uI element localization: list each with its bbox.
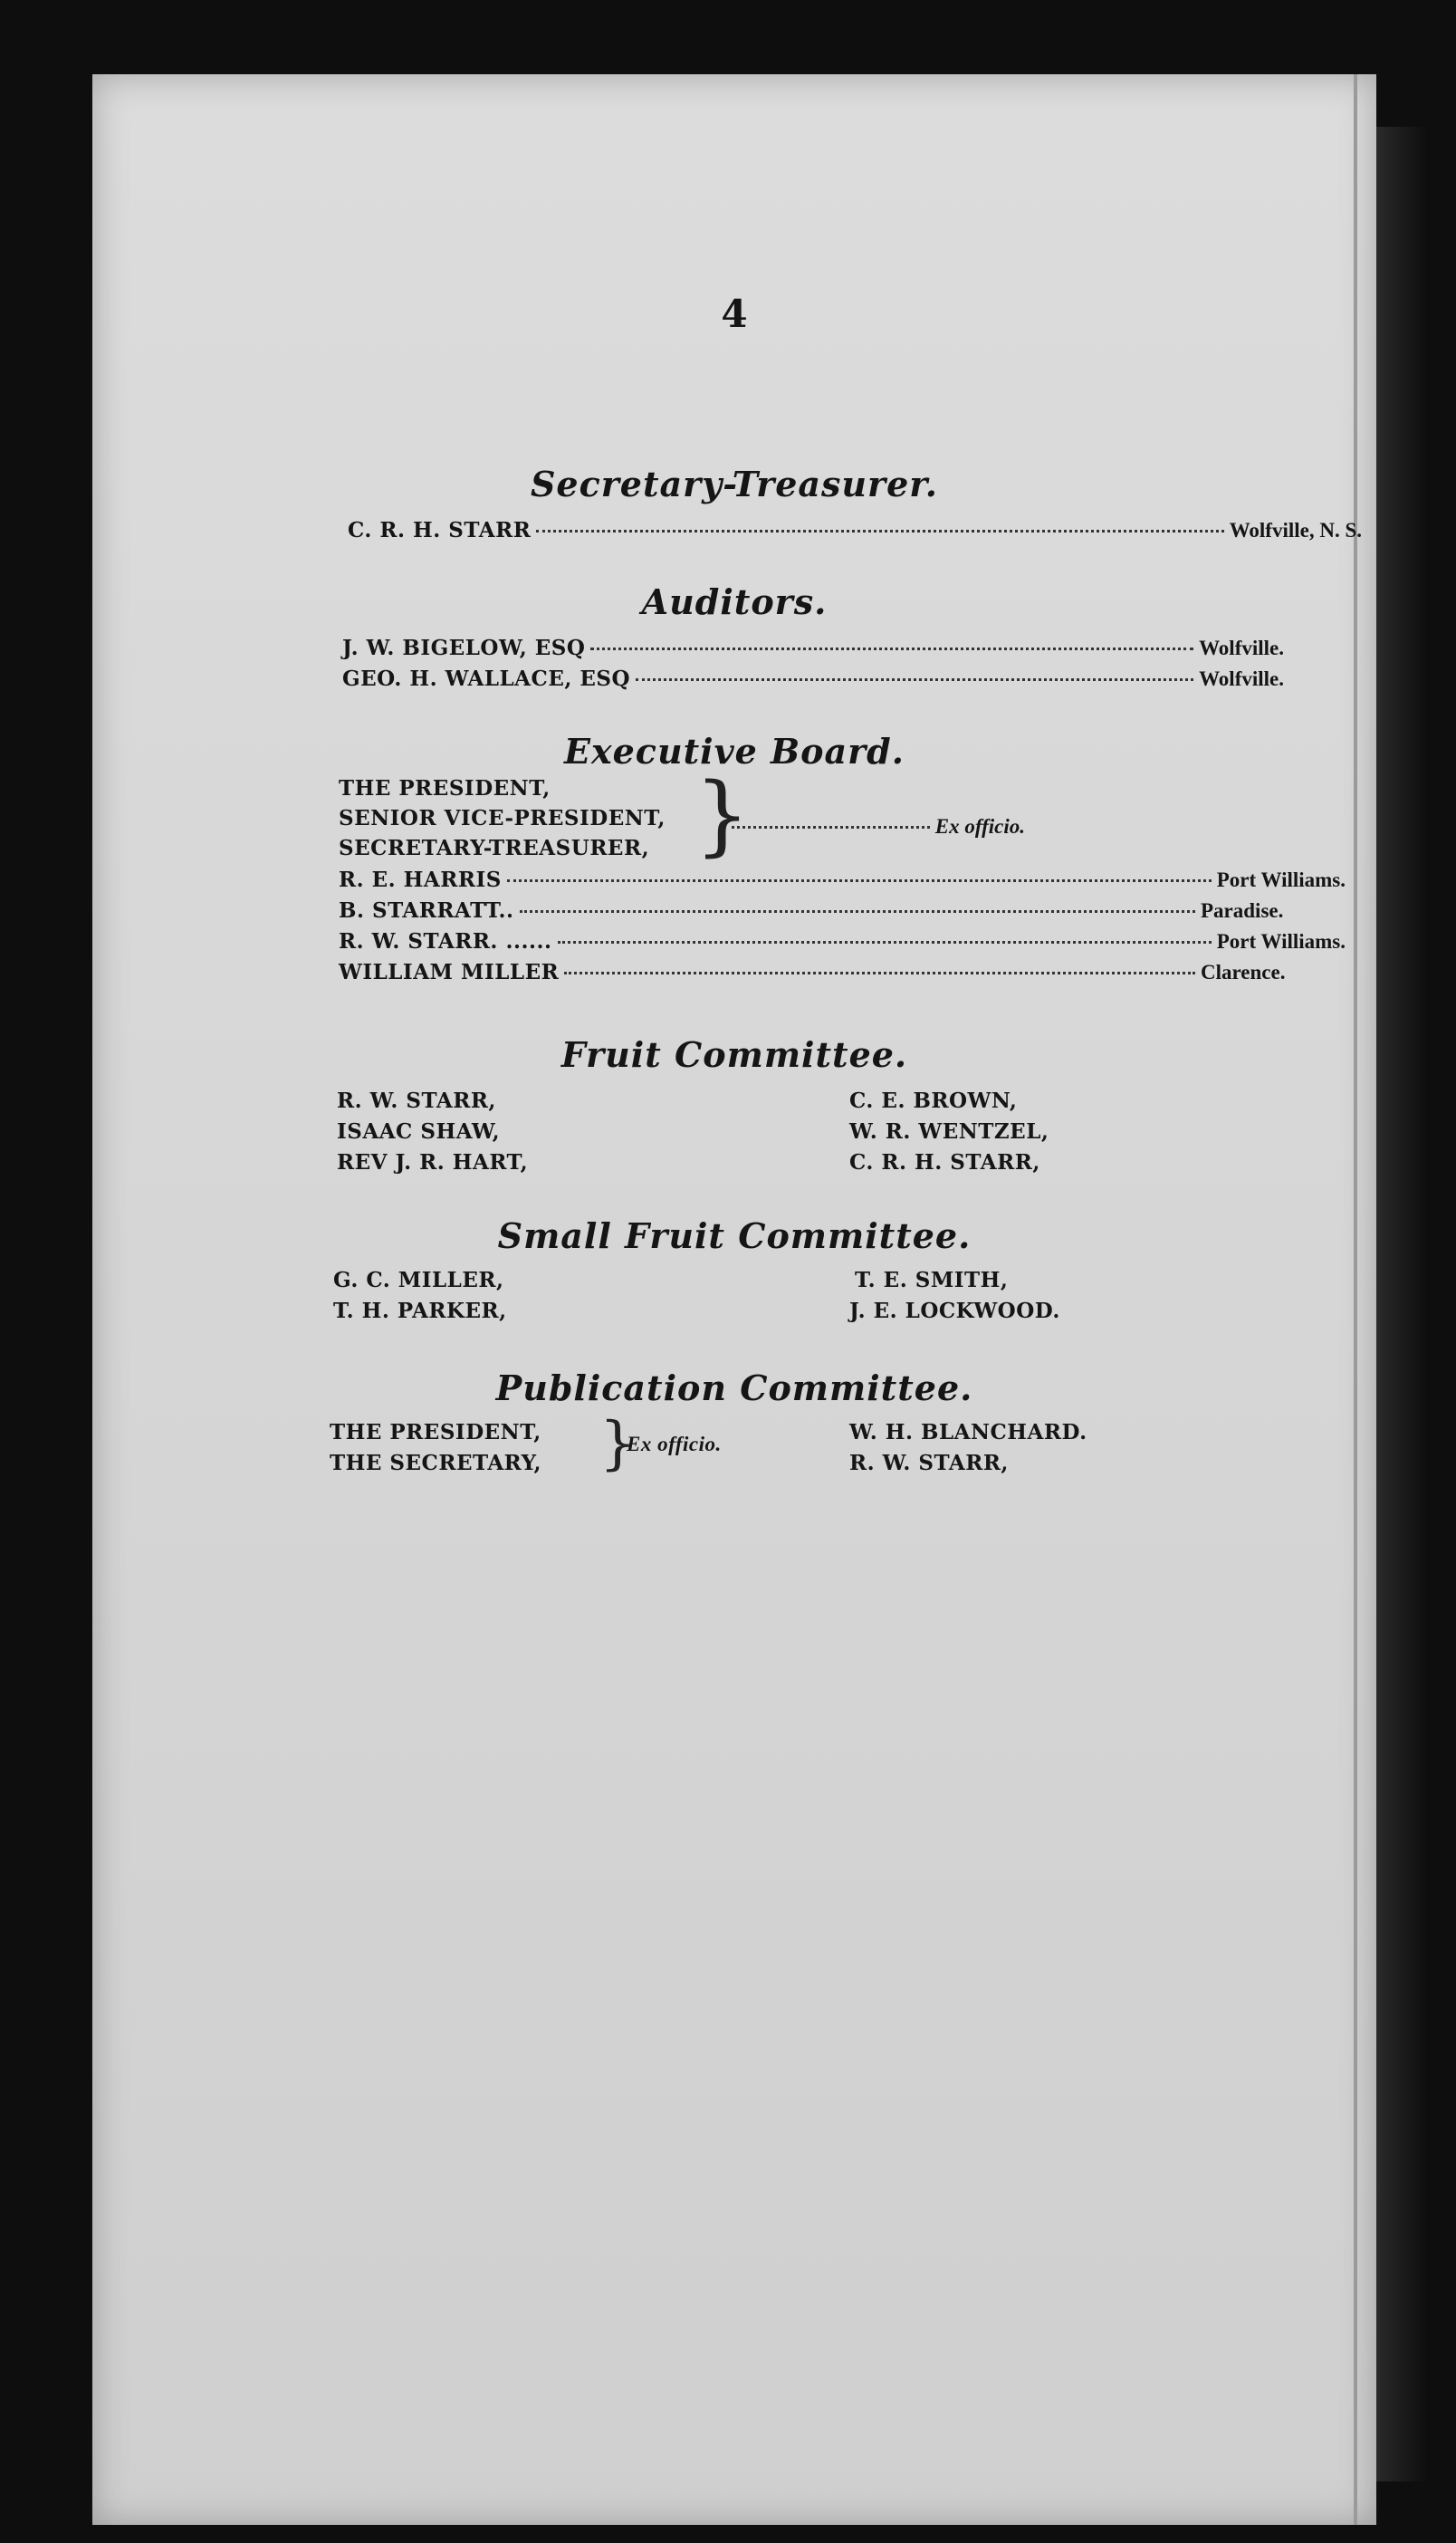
committee-member: THE PRESIDENT, [330,1420,541,1444]
committee-member: W. R. WENTZEL, [849,1119,1049,1144]
secretary-treasurer-place: Wolfville, N. S. [1229,519,1362,542]
committee-member: REV J. R. HART, [337,1150,529,1175]
board-member-row [339,868,1346,892]
heading-secretary-treasurer: Secretary-Treasurer. [530,464,939,504]
board-member-place: Paradise. [1201,899,1284,922]
ex-officio-member: SECRETARY-TREASURER, [339,836,650,860]
board-member-row [339,898,1346,923]
committee-member: J. E. LOCKWOOD. [849,1299,1060,1323]
ex-officio-row [726,815,1025,839]
document-page [92,74,1376,2525]
leader-dots [732,826,930,829]
leader-dots [536,530,1223,533]
leader-dots [507,879,1212,882]
board-member-row [339,929,1346,954]
secretary-treasurer-row [348,518,1362,542]
heading-auditors: Auditors. [641,581,828,622]
committee-member: C. E. BROWN, [849,1089,1018,1113]
board-member-row [339,960,1346,984]
leader-dots [636,678,1193,681]
board-member-place: Port Williams. [1216,930,1346,953]
board-member-place: Clarence. [1201,961,1286,984]
auditor-row [342,667,1284,691]
heading-fruit-committee: Fruit Committee. [560,1034,908,1075]
page-edge [1354,74,1357,2525]
committee-member: R. W. STARR, [849,1451,1009,1475]
heading-publication-committee: Publication Committee. [495,1367,973,1408]
ex-officio-label: Ex officio. [627,1433,722,1455]
board-member-name: R. W. STARR. ...... [339,929,552,954]
heading-executive-board: Executive Board. [564,731,905,772]
committee-member: R. W. STARR, [337,1089,496,1113]
auditor-name: GEO. H. WALLACE, ESQ [342,667,631,691]
page-number: 4 [721,292,748,336]
board-member-name: B. STARRATT.. [339,898,514,923]
leader-dots [520,910,1195,913]
brace-icon: } [694,764,751,866]
board-member-name: R. E. HARRIS [339,868,502,892]
committee-member: G. C. MILLER, [333,1268,504,1292]
heading-small-fruit-committee: Small Fruit Committee. [497,1215,972,1256]
auditor-row [342,636,1284,660]
committee-member: THE SECRETARY, [330,1451,542,1475]
secretary-treasurer-name: C. R. H. STARR [348,518,532,542]
leader-dots [590,648,1193,650]
book-spine [1376,127,1431,2481]
committee-member: W. H. BLANCHARD. [849,1420,1087,1444]
committee-member: ISAAC SHAW, [337,1119,501,1144]
brace-icon: } [599,1410,637,1477]
ex-officio-member: THE PRESIDENT, [339,776,551,801]
leader-dots [558,941,1212,944]
committee-member: C. R. H. STARR, [849,1150,1040,1175]
auditor-place: Wolfville. [1199,667,1284,690]
board-member-place: Port Williams. [1216,868,1346,891]
auditor-name: J. W. BIGELOW, ESQ [342,636,586,660]
board-member-name: WILLIAM MILLER [339,960,560,984]
ex-officio-label: Ex officio. [934,815,1025,838]
committee-member: T. H. PARKER, [333,1299,507,1323]
committee-member: T. E. SMITH, [855,1268,1009,1292]
auditor-place: Wolfville. [1199,637,1284,659]
leader-dots [564,972,1195,974]
ex-officio-member: SENIOR VICE-PRESIDENT, [339,806,666,830]
